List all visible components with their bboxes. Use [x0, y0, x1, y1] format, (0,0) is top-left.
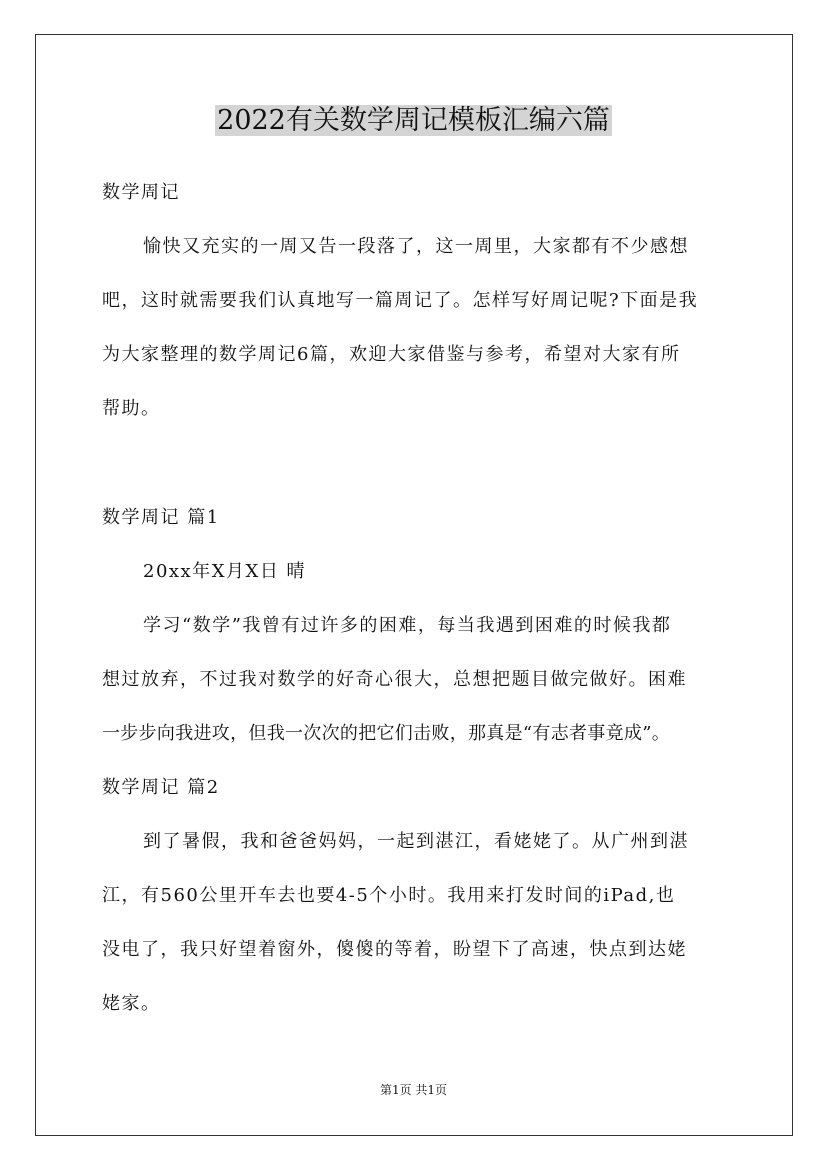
- page-number: 第1页 共1页: [379, 1083, 448, 1097]
- section1-heading: 数学周记 篇1: [102, 507, 220, 528]
- section1-line: 想过放弃，不过我对数学的好奇心很大，总想把题目做完做好。困难: [102, 669, 687, 690]
- section2-line: 姥家。: [102, 993, 161, 1014]
- section1-line: 学习“数学”我曾有过许多的困难，每当我遇到困难的时候我都: [143, 615, 672, 636]
- section1-line: 一步步向我进攻，但我一次次的把它们击败，那真是“有志者事竟成”。: [102, 723, 671, 744]
- document-title-wrap: [0, 100, 827, 142]
- section2-line: 没电了，我只好望着窗外，傻傻的等着，盼望下了高速，快点到达姥: [102, 939, 687, 960]
- intro-line: 为大家整理的数学周记6篇，欢迎大家借鉴与参考，希望对大家有所: [102, 344, 681, 365]
- intro-line: 帮助。: [102, 398, 161, 419]
- section2-line: 江，有560公里开车去也要4-5个小时。我用来打发时间的iPad,也: [102, 885, 676, 906]
- intro-line: 吧，这时就需要我们认真地写一篇周记了。怎样写好周记呢?下面是我: [102, 290, 699, 311]
- document-title: 2022有关数学周记模板汇编六篇: [217, 105, 610, 136]
- intro-heading: 数学周记: [102, 182, 180, 203]
- section2-line: 到了暑假，我和爸爸妈妈，一起到湛江，看姥姥了。从广州到湛: [143, 831, 689, 852]
- section1-date: 20xx年X月X日 晴: [143, 561, 307, 582]
- intro-line: 愉快又充实的一周又告一段落了，这一周里，大家都有不少感想: [143, 236, 689, 257]
- section2-heading: 数学周记 篇2: [102, 777, 220, 798]
